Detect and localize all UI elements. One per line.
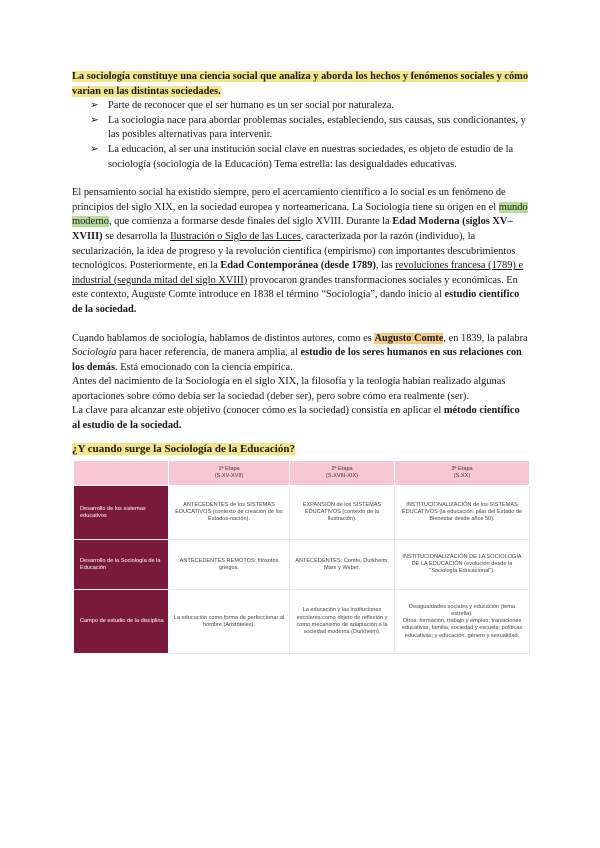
table-header-stage-1: 1ª Etapa (S.XV-XVII) bbox=[169, 461, 290, 486]
table-cell: INSTITUCIONALIZACIÓN DE LA SOCIOLOGÍA DE LA EDUCACIÓN (evolución desde la “Sociología Educacional”). bbox=[395, 540, 530, 590]
stages-table bbox=[73, 460, 530, 654]
row-header: Desarrollo de la Sociología de la Educación bbox=[74, 540, 169, 590]
table-cell: La educación y las instituciones escolares como objeto de reflexión y como mecanismo de adaptación a la sociedad moderna (Durkheim). bbox=[290, 590, 395, 654]
table-row bbox=[74, 540, 530, 590]
paragraph-before: Antes del nacimiento de la Sociología en el siglo XIX, la filosofía y la teología habían realizado algunas aportaciones sobre cómo debía ser la sociedad (deber ser), pero sobre cómo era realmente (ser). bbox=[72, 376, 506, 402]
section-title: ¿Y cuando surge la Sociología de la Educación? bbox=[72, 442, 295, 455]
document-page bbox=[72, 70, 530, 654]
table-row bbox=[74, 590, 530, 654]
intro-lead: La sociología constituye una ciencia social que analiza y aborda los hechos y fenómenos sociales y cómo varían en las distintas sociedades. bbox=[72, 71, 529, 97]
table-cell: EXPANSIÓN de los SISTEMAS EDUCATIVOS (contexto de la Ilustración). bbox=[290, 486, 395, 540]
table-cell: La educación como forma de perfeccionar al hombre (Aristóteles). bbox=[169, 590, 290, 654]
table-cell: ANTECEDENTES de los SISTEMAS EDUCATIVOS (contexto de creación de los Estados-nación). bbox=[169, 486, 290, 540]
paragraph-history: El pensamiento social ha existido siempre, pero el acercamiento científico a lo social es un fenómeno de principios del siglo XIX, en la sociedad europea y norteamericana. La Sociología tiene su origen en el mundo moderno, que comienza a formarse desde finales del siglo XVIII. Durante la Edad Moderna (siglos XV–XVIII) se desarrolla la Ilustración o Siglo de las Luces, caracterizada por la razón (individuo), la secularización, la idea de progreso y la revolución científica (empirismo) con importantes descubrimientos tecnológicos. Posteriormente, en la Edad Contemporánea (desde 1789), las revoluciones francesa (1789) e industrial (segunda mitad del siglo XVIII) provocaron grandes transformaciones sociales y económicas. En este contexto, Auguste Comte introduce en 1838 el término “Sociología”, dando inicio al estudio científico de la sociedad. bbox=[72, 187, 528, 315]
paragraph-authors: Cuando hablamos de sociología, hablamos de distintos autores, como es Augusto Comte, en 1839, la palabra Sociología para hacer referencia, de manera amplia, al estudio de los seres humanos en sus relaciones con los demás. Está emocionado con la ciencia empírica. bbox=[72, 332, 528, 373]
arrow-bullet-icon: ➢ bbox=[90, 114, 99, 126]
list-item: ➢ La sociología nace para abordar problemas sociales, estableciendo, sus causas, sus condicionantes, y las posibles alternativas para intervenir. bbox=[90, 114, 526, 141]
table-corner-cell bbox=[74, 461, 169, 486]
intro-bullet-list bbox=[72, 99, 530, 172]
list-item: ➢ Parte de reconocer que el ser humano es un ser social por naturaleza. bbox=[108, 99, 530, 114]
arrow-bullet-icon: ➢ bbox=[90, 100, 99, 112]
paragraph-key: La clave para alcanzar este objetivo (conocer cómo es la sociedad) consistía en aplicar el método científico al estudio de la sociedad. bbox=[72, 405, 520, 432]
row-header: Campo de estudio de la disciplina bbox=[74, 590, 169, 654]
table-header-row bbox=[74, 461, 530, 486]
list-item: ➢ La educación, al ser una institución social clave en nuestras sociedades, es objeto de estudio de la sociología (sociología de la Educación) Tema estrella: las desigualdades educativas. bbox=[90, 143, 514, 170]
arrow-bullet-icon: ➢ bbox=[90, 143, 99, 155]
table-cell: Desigualdades sociales y educación (tema estrella). Otros: formación, trabajo y empleo; transiciones educativas; familia, sociedad y escuela; políticas educativas; y educación, género y sexualidad. bbox=[395, 590, 530, 654]
table-cell: INSTITUCIONALIZACIÓN de los SISTEMAS EDUCATIVOS (la educación: pilar del Estado de Bienestar desde años 50). bbox=[395, 486, 530, 540]
table-row bbox=[74, 486, 530, 540]
table-cell: ANTECEDENTES REMOTOS: filósofos griegos. bbox=[169, 540, 290, 590]
table-cell: ANTECEDENTES: Comte, Durkheim, Marx y Weber. bbox=[290, 540, 395, 590]
row-header: Desarrollo de los sistemas educativos bbox=[74, 486, 169, 540]
table-header-stage-2: 2ª Etapa (S.XVIII-XIX) bbox=[290, 461, 395, 486]
table-header-stage-3: 3ª Etapa (S.XX) bbox=[395, 461, 530, 486]
